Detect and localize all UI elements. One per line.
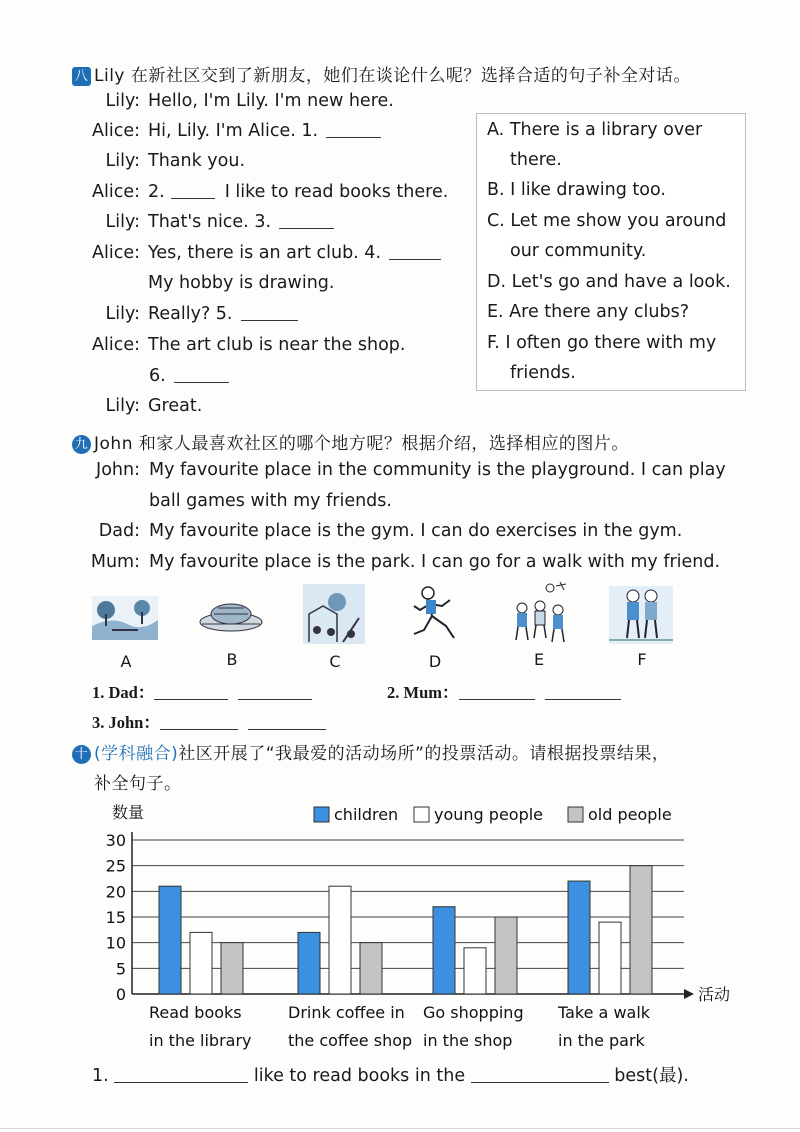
kids-ball-game-icon <box>508 580 574 644</box>
park-icon <box>92 596 158 640</box>
section9-heading <box>72 429 629 454</box>
bar-children <box>433 907 455 994</box>
bar-old-people <box>360 943 382 994</box>
mum-line: My favourite place is the park. I can go for a walk with my friend. <box>149 552 721 572</box>
x-category-label: Take a walk <box>558 1003 651 1022</box>
dialogue-line: Hello, I'm Lily. I'm new here. <box>148 91 394 111</box>
dialogue-line: Yes, there is an art club. 4. <box>148 243 441 263</box>
option-e: E. Are there any clubs? <box>487 302 689 322</box>
question-1-blank-group[interactable] <box>114 1081 248 1083</box>
answer-blank[interactable] <box>154 698 228 700</box>
dialogue-line: Hi, Lily. I'm Alice. 1. <box>148 121 381 141</box>
answer-blank[interactable] <box>545 698 621 700</box>
option-c: C. Let me show you around <box>487 211 727 231</box>
bar-young-people <box>190 932 212 994</box>
option-b: B. I like drawing too. <box>487 180 666 200</box>
y-tick-label: 20 <box>105 882 126 902</box>
dialogue-line: 6. <box>149 366 229 386</box>
bar-children <box>159 886 181 994</box>
legend-label: children <box>334 805 399 824</box>
gym-building-icon <box>198 598 264 634</box>
answer-blank[interactable] <box>171 197 215 199</box>
dialogue-line: Great. <box>148 396 203 416</box>
speaker-label: Alice: <box>92 243 140 263</box>
question-1-blank-place[interactable] <box>471 1081 609 1083</box>
answer-mum: 2. Mum： <box>387 679 621 703</box>
section8-title: Lily 在新社区交到了新朋友，她们在谈论什么呢？选择合适的句子补全对话。 <box>94 66 691 86</box>
speaker-label: Lily: <box>105 212 140 232</box>
picture-label-a: A <box>120 652 132 671</box>
x-category-label: in the shop <box>423 1031 513 1050</box>
bar-children <box>298 932 320 994</box>
picture-label-f: F <box>637 650 647 669</box>
answer-blank[interactable] <box>248 728 326 730</box>
x-category-label: Go shopping <box>423 1003 524 1022</box>
legend-label: old people <box>588 805 672 824</box>
answer-john: 3. John： <box>92 709 326 733</box>
answer-blank[interactable] <box>241 319 298 321</box>
speaker-dad: Dad: <box>98 521 140 541</box>
speaker-label: Lily: <box>105 151 140 171</box>
option-f: F. I often go there with my <box>487 333 717 353</box>
answer-blank[interactable] <box>326 136 381 138</box>
answer-blank[interactable] <box>279 227 334 229</box>
section10-badge: 十 <box>72 745 91 764</box>
john-line-cont: ball games with my friends. <box>149 491 392 511</box>
section9-badge: 九 <box>72 435 91 454</box>
section8-badge: 八 <box>72 67 91 86</box>
answer-blank[interactable] <box>160 728 238 730</box>
answer-dad: 1. Dad： <box>92 679 312 703</box>
walking-couple-icon <box>609 586 673 644</box>
answer-blank[interactable] <box>459 698 535 700</box>
x-category-label: in the library <box>149 1031 252 1050</box>
page-bottom-divider <box>0 1128 800 1129</box>
y-axis-label: 数量 <box>112 803 145 822</box>
option-f-cont: friends. <box>510 363 576 383</box>
question-1: 1. like to read books in the best(最). <box>92 1066 689 1086</box>
running-person-icon <box>410 586 460 644</box>
section10-title-cont: 补全句子。 <box>94 774 182 794</box>
speaker-label: Lily: <box>105 91 140 111</box>
section10-tag: (学科融合) <box>94 744 179 764</box>
picture-label-e: E <box>533 650 545 669</box>
section10-heading <box>72 739 669 764</box>
answer-blank[interactable] <box>389 258 441 260</box>
bar-young-people <box>599 922 621 994</box>
bar-children <box>568 881 590 994</box>
picture-label-d: D <box>428 652 442 671</box>
speaker-john: John: <box>96 460 140 480</box>
speaker-label: Alice: <box>92 335 140 355</box>
option-a-cont: there. <box>510 150 562 170</box>
legend-swatch <box>568 807 583 822</box>
speaker-label: Alice: <box>92 182 140 202</box>
section9-title: John 和家人最喜欢社区的哪个地方呢？根据介绍，选择相应的图片。 <box>94 434 629 454</box>
x-category-label: in the park <box>558 1031 645 1050</box>
y-tick-label: 25 <box>105 856 126 876</box>
john-line: My favourite place in the community is the playground. I can play <box>149 460 726 480</box>
y-tick-label: 5 <box>115 959 126 979</box>
legend-label: young people <box>434 805 544 824</box>
picture-label-b: B <box>226 650 238 669</box>
x-category-label: Drink coffee in <box>288 1003 405 1022</box>
x-category-label: the coffee shop <box>288 1031 413 1050</box>
option-d: D. Let's go and have a look. <box>487 272 731 292</box>
x-axis-arrow <box>684 989 694 999</box>
bar-old-people <box>495 917 517 994</box>
activity-bar-chart <box>80 795 770 1060</box>
y-tick-label: 30 <box>105 831 126 850</box>
y-tick-label: 10 <box>105 933 126 953</box>
dialogue-line: My hobby is drawing. <box>148 273 335 293</box>
option-a: A. There is a library over <box>487 120 703 140</box>
option-c-cont: our community. <box>510 241 647 261</box>
y-tick-label: 0 <box>115 985 126 1004</box>
section8-heading <box>72 61 691 86</box>
speaker-label: Alice: <box>92 121 140 141</box>
legend-swatch <box>314 807 329 822</box>
bar-young-people <box>464 948 486 994</box>
picture-label-c: C <box>329 652 341 671</box>
dialogue-line: Thank you. <box>148 151 246 171</box>
dialogue-line: That's nice. 3. <box>148 212 334 232</box>
y-tick-label: 15 <box>105 908 126 927</box>
dialogue-line: Really? 5. <box>148 304 298 324</box>
dialogue-line: The art club is near the shop. <box>148 335 406 355</box>
dialogue-line: 2. I like to read books there. <box>148 182 449 202</box>
bar-old-people <box>630 866 652 994</box>
answer-blank[interactable] <box>238 698 312 700</box>
answer-blank[interactable] <box>174 381 229 383</box>
section10-title: 社区开展了“我最爱的活动场所”的投票活动。请根据投票结果， <box>178 744 670 764</box>
speaker-mum: Mum: <box>90 552 140 572</box>
x-axis-label: 活动 <box>698 985 731 1004</box>
bar-old-people <box>221 943 243 994</box>
speaker-label: Lily: <box>105 304 140 324</box>
playground-icon <box>303 584 365 644</box>
speaker-label: Lily: <box>105 396 140 416</box>
options-box <box>476 113 746 391</box>
legend-swatch <box>414 807 429 822</box>
bar-young-people <box>329 886 351 994</box>
x-category-label: Read books <box>149 1003 242 1022</box>
dad-line: My favourite place is the gym. I can do exercises in the gym. <box>149 521 683 541</box>
